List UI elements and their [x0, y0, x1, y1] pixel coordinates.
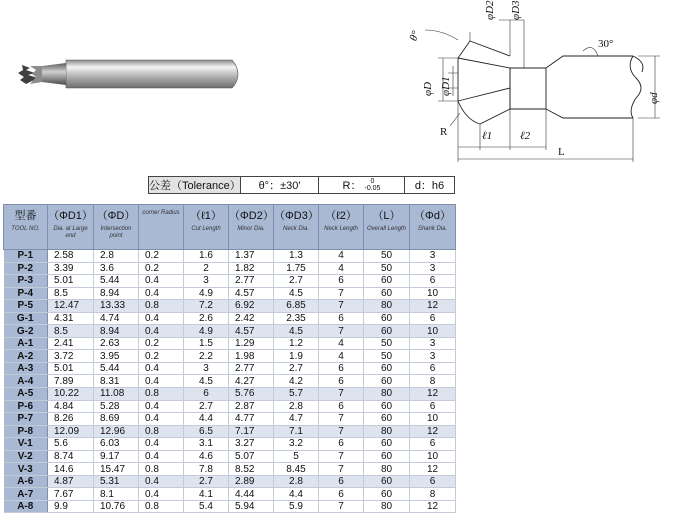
- tool-number-cell: P-3: [4, 275, 48, 288]
- table-cell: 5: [274, 450, 319, 463]
- tool-number-cell: A-2: [4, 350, 48, 363]
- column-header-caption: corner Radius: [142, 210, 180, 216]
- column-header-symbol: 型番: [14, 210, 37, 222]
- table-row: [4, 375, 456, 388]
- table-cell: 6: [410, 362, 456, 375]
- table-cell: 3: [410, 250, 456, 263]
- spec-table-body: [4, 250, 456, 513]
- column-header-symbol: （Φd）: [414, 210, 451, 222]
- table-cell: 3.95: [94, 350, 139, 363]
- tolerance-d: d：h6: [414, 180, 445, 192]
- table-cell: 4.7: [274, 413, 319, 426]
- tolerance-box: [148, 176, 455, 194]
- tolerance-r-label: R：: [342, 180, 362, 192]
- table-cell: 8.26: [48, 413, 94, 426]
- table-cell: 4.31: [48, 312, 94, 325]
- table-cell: 0.2: [139, 350, 184, 363]
- table-cell: 2.8: [274, 400, 319, 413]
- table-cell: 4.27: [229, 375, 274, 388]
- tool-number-cell: P-5: [4, 300, 48, 313]
- column-header-caption: Shank Dia.: [417, 226, 448, 232]
- column-header: [319, 205, 364, 250]
- table-cell: 2.7: [274, 275, 319, 288]
- table-cell: 2.89: [229, 475, 274, 488]
- table-row: [4, 425, 456, 438]
- table-cell: 1.9: [274, 350, 319, 363]
- column-header: [229, 205, 274, 250]
- column-header: [410, 205, 456, 250]
- column-header: [48, 205, 94, 250]
- tool-number-cell: P-8: [4, 425, 48, 438]
- table-cell: 8: [410, 488, 456, 501]
- spec-table: [3, 204, 456, 513]
- table-row: [4, 312, 456, 325]
- table-cell: 60: [364, 275, 410, 288]
- table-cell: 4.9: [184, 287, 229, 300]
- table-cell: 6: [319, 312, 364, 325]
- table-cell: 7.8: [184, 463, 229, 476]
- table-cell: 4.1: [184, 488, 229, 501]
- table-cell: 0.4: [139, 400, 184, 413]
- tool-number-cell: V-2: [4, 450, 48, 463]
- table-cell: 60: [364, 488, 410, 501]
- tolerance-r-fraction: [364, 178, 380, 192]
- table-row: [4, 337, 456, 350]
- table-cell: 5.6: [48, 438, 94, 451]
- table-cell: 4.57: [229, 325, 274, 338]
- table-cell: 15.47: [94, 463, 139, 476]
- table-cell: 0.4: [139, 375, 184, 388]
- tolerance-r-upper: 0: [370, 178, 375, 185]
- table-cell: 0.2: [139, 250, 184, 263]
- label-d1: φD1: [440, 76, 452, 96]
- table-cell: 2.8: [94, 250, 139, 263]
- table-cell: 8.31: [94, 375, 139, 388]
- table-cell: 8.74: [48, 450, 94, 463]
- table-cell: 6: [410, 312, 456, 325]
- table-cell: 5.76: [229, 388, 274, 401]
- table-cell: 8.94: [94, 325, 139, 338]
- table-cell: 5.94: [229, 500, 274, 513]
- table-cell: 7: [319, 425, 364, 438]
- table-row: [4, 500, 456, 513]
- table-cell: 8: [410, 375, 456, 388]
- tool-number-cell: A-1: [4, 337, 48, 350]
- label-d: φD: [422, 81, 434, 96]
- table-cell: 80: [364, 463, 410, 476]
- table-cell: 6: [184, 388, 229, 401]
- tool-number-cell: V-3: [4, 463, 48, 476]
- table-cell: 2.35: [274, 312, 319, 325]
- table-cell: 7: [319, 388, 364, 401]
- table-row: [4, 450, 456, 463]
- label-l2: ℓ2: [520, 130, 531, 142]
- table-cell: 6: [319, 362, 364, 375]
- table-cell: 2.6: [184, 312, 229, 325]
- table-cell: 3.6: [94, 262, 139, 275]
- table-cell: 5.01: [48, 362, 94, 375]
- table-cell: 8.1: [94, 488, 139, 501]
- table-cell: 5.31: [94, 475, 139, 488]
- table-cell: 8.94: [94, 287, 139, 300]
- table-cell: 1.6: [184, 250, 229, 263]
- table-cell: 0.4: [139, 475, 184, 488]
- table-row: [4, 475, 456, 488]
- table-row: [4, 350, 456, 363]
- table-row: [4, 250, 456, 263]
- table-cell: 60: [364, 438, 410, 451]
- table-cell: 2.7: [184, 400, 229, 413]
- tool-number-cell: G-1: [4, 312, 48, 325]
- table-cell: 0.2: [139, 262, 184, 275]
- table-row: [4, 400, 456, 413]
- table-cell: 4.5: [274, 287, 319, 300]
- table-row: [4, 362, 456, 375]
- table-cell: 10.76: [94, 500, 139, 513]
- label-d3: φD3: [510, 0, 522, 20]
- table-cell: 7.67: [48, 488, 94, 501]
- table-cell: 2.41: [48, 337, 94, 350]
- table-cell: 0.4: [139, 450, 184, 463]
- table-cell: 12.47: [48, 300, 94, 313]
- tool-number-cell: G-2: [4, 325, 48, 338]
- table-cell: 60: [364, 400, 410, 413]
- table-cell: 5.4: [184, 500, 229, 513]
- table-cell: 6: [410, 275, 456, 288]
- table-cell: 4.2: [274, 375, 319, 388]
- table-cell: 3: [410, 350, 456, 363]
- table-cell: 2.58: [48, 250, 94, 263]
- table-cell: 80: [364, 425, 410, 438]
- column-header-symbol: （L）: [372, 210, 401, 222]
- table-cell: 3.2: [274, 438, 319, 451]
- table-cell: 50: [364, 337, 410, 350]
- table-cell: 0.4: [139, 438, 184, 451]
- tool-number-cell: A-7: [4, 488, 48, 501]
- table-cell: 3: [184, 275, 229, 288]
- column-header-caption: Minor Dia.: [237, 226, 265, 232]
- table-cell: 6: [319, 475, 364, 488]
- table-cell: 12: [410, 463, 456, 476]
- table-cell: 8.5: [48, 287, 94, 300]
- table-cell: 60: [364, 375, 410, 388]
- table-cell: 4.5: [184, 375, 229, 388]
- table-cell: 5.7: [274, 388, 319, 401]
- table-cell: 8.52: [229, 463, 274, 476]
- drawing-labels: [398, 0, 680, 166]
- table-cell: 12: [410, 425, 456, 438]
- table-cell: 2.2: [184, 350, 229, 363]
- table-cell: 60: [364, 312, 410, 325]
- table-cell: 13.33: [94, 300, 139, 313]
- tolerance-r: [319, 177, 405, 193]
- table-cell: 6.85: [274, 300, 319, 313]
- table-cell: 3: [410, 337, 456, 350]
- table-row: [4, 275, 456, 288]
- table-row: [4, 413, 456, 426]
- table-cell: 10.22: [48, 388, 94, 401]
- tool-number-cell: A-6: [4, 475, 48, 488]
- table-cell: 4.5: [274, 325, 319, 338]
- tool-number-cell: P-4: [4, 287, 48, 300]
- table-cell: 14.6: [48, 463, 94, 476]
- table-cell: 0.4: [139, 325, 184, 338]
- table-cell: 9.9: [48, 500, 94, 513]
- table-cell: 4.74: [94, 312, 139, 325]
- table-cell: 50: [364, 250, 410, 263]
- table-cell: 5.07: [229, 450, 274, 463]
- table-row: [4, 388, 456, 401]
- table-cell: 4: [319, 350, 364, 363]
- label-shank-d: φd: [648, 92, 660, 104]
- table-cell: 2.77: [229, 362, 274, 375]
- table-cell: 12: [410, 500, 456, 513]
- table-cell: 7.89: [48, 375, 94, 388]
- table-cell: 80: [364, 388, 410, 401]
- tool-number-cell: A-3: [4, 362, 48, 375]
- table-cell: 4.77: [229, 413, 274, 426]
- table-cell: 7: [319, 463, 364, 476]
- tool-number-cell: A-5: [4, 388, 48, 401]
- table-cell: 6.92: [229, 300, 274, 313]
- table-cell: 4.9: [184, 325, 229, 338]
- table-cell: 5.01: [48, 275, 94, 288]
- table-cell: 12: [410, 388, 456, 401]
- table-cell: 6: [319, 375, 364, 388]
- label-l1: ℓ1: [482, 130, 493, 142]
- table-cell: 1.3: [274, 250, 319, 263]
- label-r: R: [440, 126, 448, 138]
- column-header-caption: Dia. at Large end: [53, 226, 88, 239]
- table-cell: 2.77: [229, 275, 274, 288]
- table-cell: 0.4: [139, 287, 184, 300]
- table-cell: 4.6: [184, 450, 229, 463]
- table-cell: 12: [410, 300, 456, 313]
- table-cell: 80: [364, 500, 410, 513]
- table-cell: 0.8: [139, 425, 184, 438]
- column-header-caption: Cut Length: [191, 226, 221, 232]
- table-row: [4, 438, 456, 451]
- table-cell: 6.5: [184, 425, 229, 438]
- column-header-symbol: （ℓ1）: [190, 210, 222, 222]
- table-cell: 60: [364, 450, 410, 463]
- table-cell: 10: [410, 325, 456, 338]
- column-header-caption: Overall Length: [366, 226, 407, 232]
- table-cell: 60: [364, 362, 410, 375]
- table-cell: 7: [319, 325, 364, 338]
- table-cell: 8.45: [274, 463, 319, 476]
- table-cell: 7.1: [274, 425, 319, 438]
- spec-header-row: [4, 205, 456, 250]
- table-cell: 60: [364, 325, 410, 338]
- table-cell: 4.87: [48, 475, 94, 488]
- column-header-caption: Neck Length: [324, 226, 358, 232]
- table-cell: 6: [319, 438, 364, 451]
- table-cell: 7: [319, 413, 364, 426]
- tool-number-cell: P-7: [4, 413, 48, 426]
- table-cell: 4.84: [48, 400, 94, 413]
- tool-number-cell: P-6: [4, 400, 48, 413]
- table-cell: 60: [364, 413, 410, 426]
- table-cell: 0.8: [139, 463, 184, 476]
- table-cell: 3.39: [48, 262, 94, 275]
- column-header-symbol: （ΦD2）: [229, 210, 274, 222]
- table-cell: 0.4: [139, 413, 184, 426]
- column-header: [4, 205, 48, 250]
- table-cell: 1.37: [229, 250, 274, 263]
- table-cell: 5.9: [274, 500, 319, 513]
- table-cell: 0.8: [139, 388, 184, 401]
- label-d2: φD2: [484, 0, 496, 20]
- table-cell: 0.8: [139, 500, 184, 513]
- table-cell: 4: [319, 337, 364, 350]
- table-cell: 3: [184, 362, 229, 375]
- table-cell: 8.69: [94, 413, 139, 426]
- table-cell: 6: [410, 475, 456, 488]
- label-theta: θ°: [407, 29, 423, 43]
- table-cell: 0.4: [139, 312, 184, 325]
- tolerance-r-lower: -0.05: [364, 185, 381, 192]
- table-cell: 4.57: [229, 287, 274, 300]
- table-cell: 50: [364, 262, 410, 275]
- table-cell: 10: [410, 450, 456, 463]
- table-cell: 9.17: [94, 450, 139, 463]
- table-cell: 60: [364, 287, 410, 300]
- table-row: [4, 287, 456, 300]
- table-cell: 2: [184, 262, 229, 275]
- table-cell: 6: [410, 400, 456, 413]
- table-cell: 4.4: [184, 413, 229, 426]
- table-cell: 6: [319, 275, 364, 288]
- tool-number-cell: A-8: [4, 500, 48, 513]
- table-cell: 1.5: [184, 337, 229, 350]
- column-header-caption: Intersection point: [100, 226, 132, 239]
- table-cell: 7: [319, 287, 364, 300]
- column-header: [94, 205, 139, 250]
- table-cell: 7.2: [184, 300, 229, 313]
- tolerance-label: 公差（Tolerance）: [149, 177, 241, 193]
- table-cell: 5.44: [94, 275, 139, 288]
- tool-number-cell: A-4: [4, 375, 48, 388]
- table-cell: 3: [410, 262, 456, 275]
- column-header-caption: TOOL NO.: [11, 226, 40, 232]
- table-cell: 2.8: [274, 475, 319, 488]
- column-header-symbol: （ΦD）: [96, 210, 136, 222]
- table-cell: 6: [410, 438, 456, 451]
- column-header: [184, 205, 229, 250]
- table-cell: 3.27: [229, 438, 274, 451]
- table-cell: 80: [364, 300, 410, 313]
- table-cell: 0.4: [139, 362, 184, 375]
- column-header: [274, 205, 319, 250]
- table-cell: 4: [319, 262, 364, 275]
- table-cell: 6.03: [94, 438, 139, 451]
- column-header-symbol: （ℓ2）: [325, 210, 357, 222]
- end-mill-photo: [8, 8, 270, 152]
- table-cell: 4.44: [229, 488, 274, 501]
- table-cell: 5.28: [94, 400, 139, 413]
- table-cell: 0.4: [139, 488, 184, 501]
- table-cell: 6: [319, 488, 364, 501]
- table-cell: 4.4: [274, 488, 319, 501]
- table-cell: 7.17: [229, 425, 274, 438]
- table-cell: 60: [364, 475, 410, 488]
- table-cell: 6: [319, 400, 364, 413]
- table-cell: 1.2: [274, 337, 319, 350]
- table-cell: 2.7: [274, 362, 319, 375]
- label-angle: 30°: [598, 38, 614, 50]
- tool-number-cell: V-1: [4, 438, 48, 451]
- table-row: [4, 262, 456, 275]
- table-cell: 0.8: [139, 300, 184, 313]
- table-cell: 2.63: [94, 337, 139, 350]
- column-header: [139, 205, 184, 250]
- table-cell: 4: [319, 250, 364, 263]
- table-cell: 11.08: [94, 388, 139, 401]
- table-cell: 1.98: [229, 350, 274, 363]
- table-cell: 2.87: [229, 400, 274, 413]
- table-cell: 12.96: [94, 425, 139, 438]
- table-cell: 7: [319, 500, 364, 513]
- tool-number-cell: P-1: [4, 250, 48, 263]
- table-cell: 12.09: [48, 425, 94, 438]
- table-cell: 10: [410, 287, 456, 300]
- table-cell: 0.2: [139, 337, 184, 350]
- table-cell: 1.75: [274, 262, 319, 275]
- table-cell: 10: [410, 413, 456, 426]
- table-cell: 1.82: [229, 262, 274, 275]
- table-row: [4, 463, 456, 476]
- table-row: [4, 300, 456, 313]
- column-header-symbol: （ΦD3）: [274, 210, 319, 222]
- table-cell: 8.5: [48, 325, 94, 338]
- table-row: [4, 488, 456, 501]
- column-header-symbol: （ΦD1）: [48, 210, 93, 222]
- table-cell: 5.44: [94, 362, 139, 375]
- column-header-caption: Neck Dia.: [282, 226, 309, 232]
- table-cell: 3.72: [48, 350, 94, 363]
- table-cell: 0.4: [139, 275, 184, 288]
- table-cell: 2.7: [184, 475, 229, 488]
- label-l: L: [558, 146, 565, 158]
- table-cell: 7: [319, 300, 364, 313]
- table-cell: 50: [364, 350, 410, 363]
- table-cell: 7: [319, 450, 364, 463]
- table-row: [4, 325, 456, 338]
- tool-number-cell: P-2: [4, 262, 48, 275]
- table-cell: 2.42: [229, 312, 274, 325]
- table-cell: 3.1: [184, 438, 229, 451]
- table-cell: 1.29: [229, 337, 274, 350]
- tolerance-theta: θ°：±30′: [241, 177, 319, 193]
- column-header: [364, 205, 410, 250]
